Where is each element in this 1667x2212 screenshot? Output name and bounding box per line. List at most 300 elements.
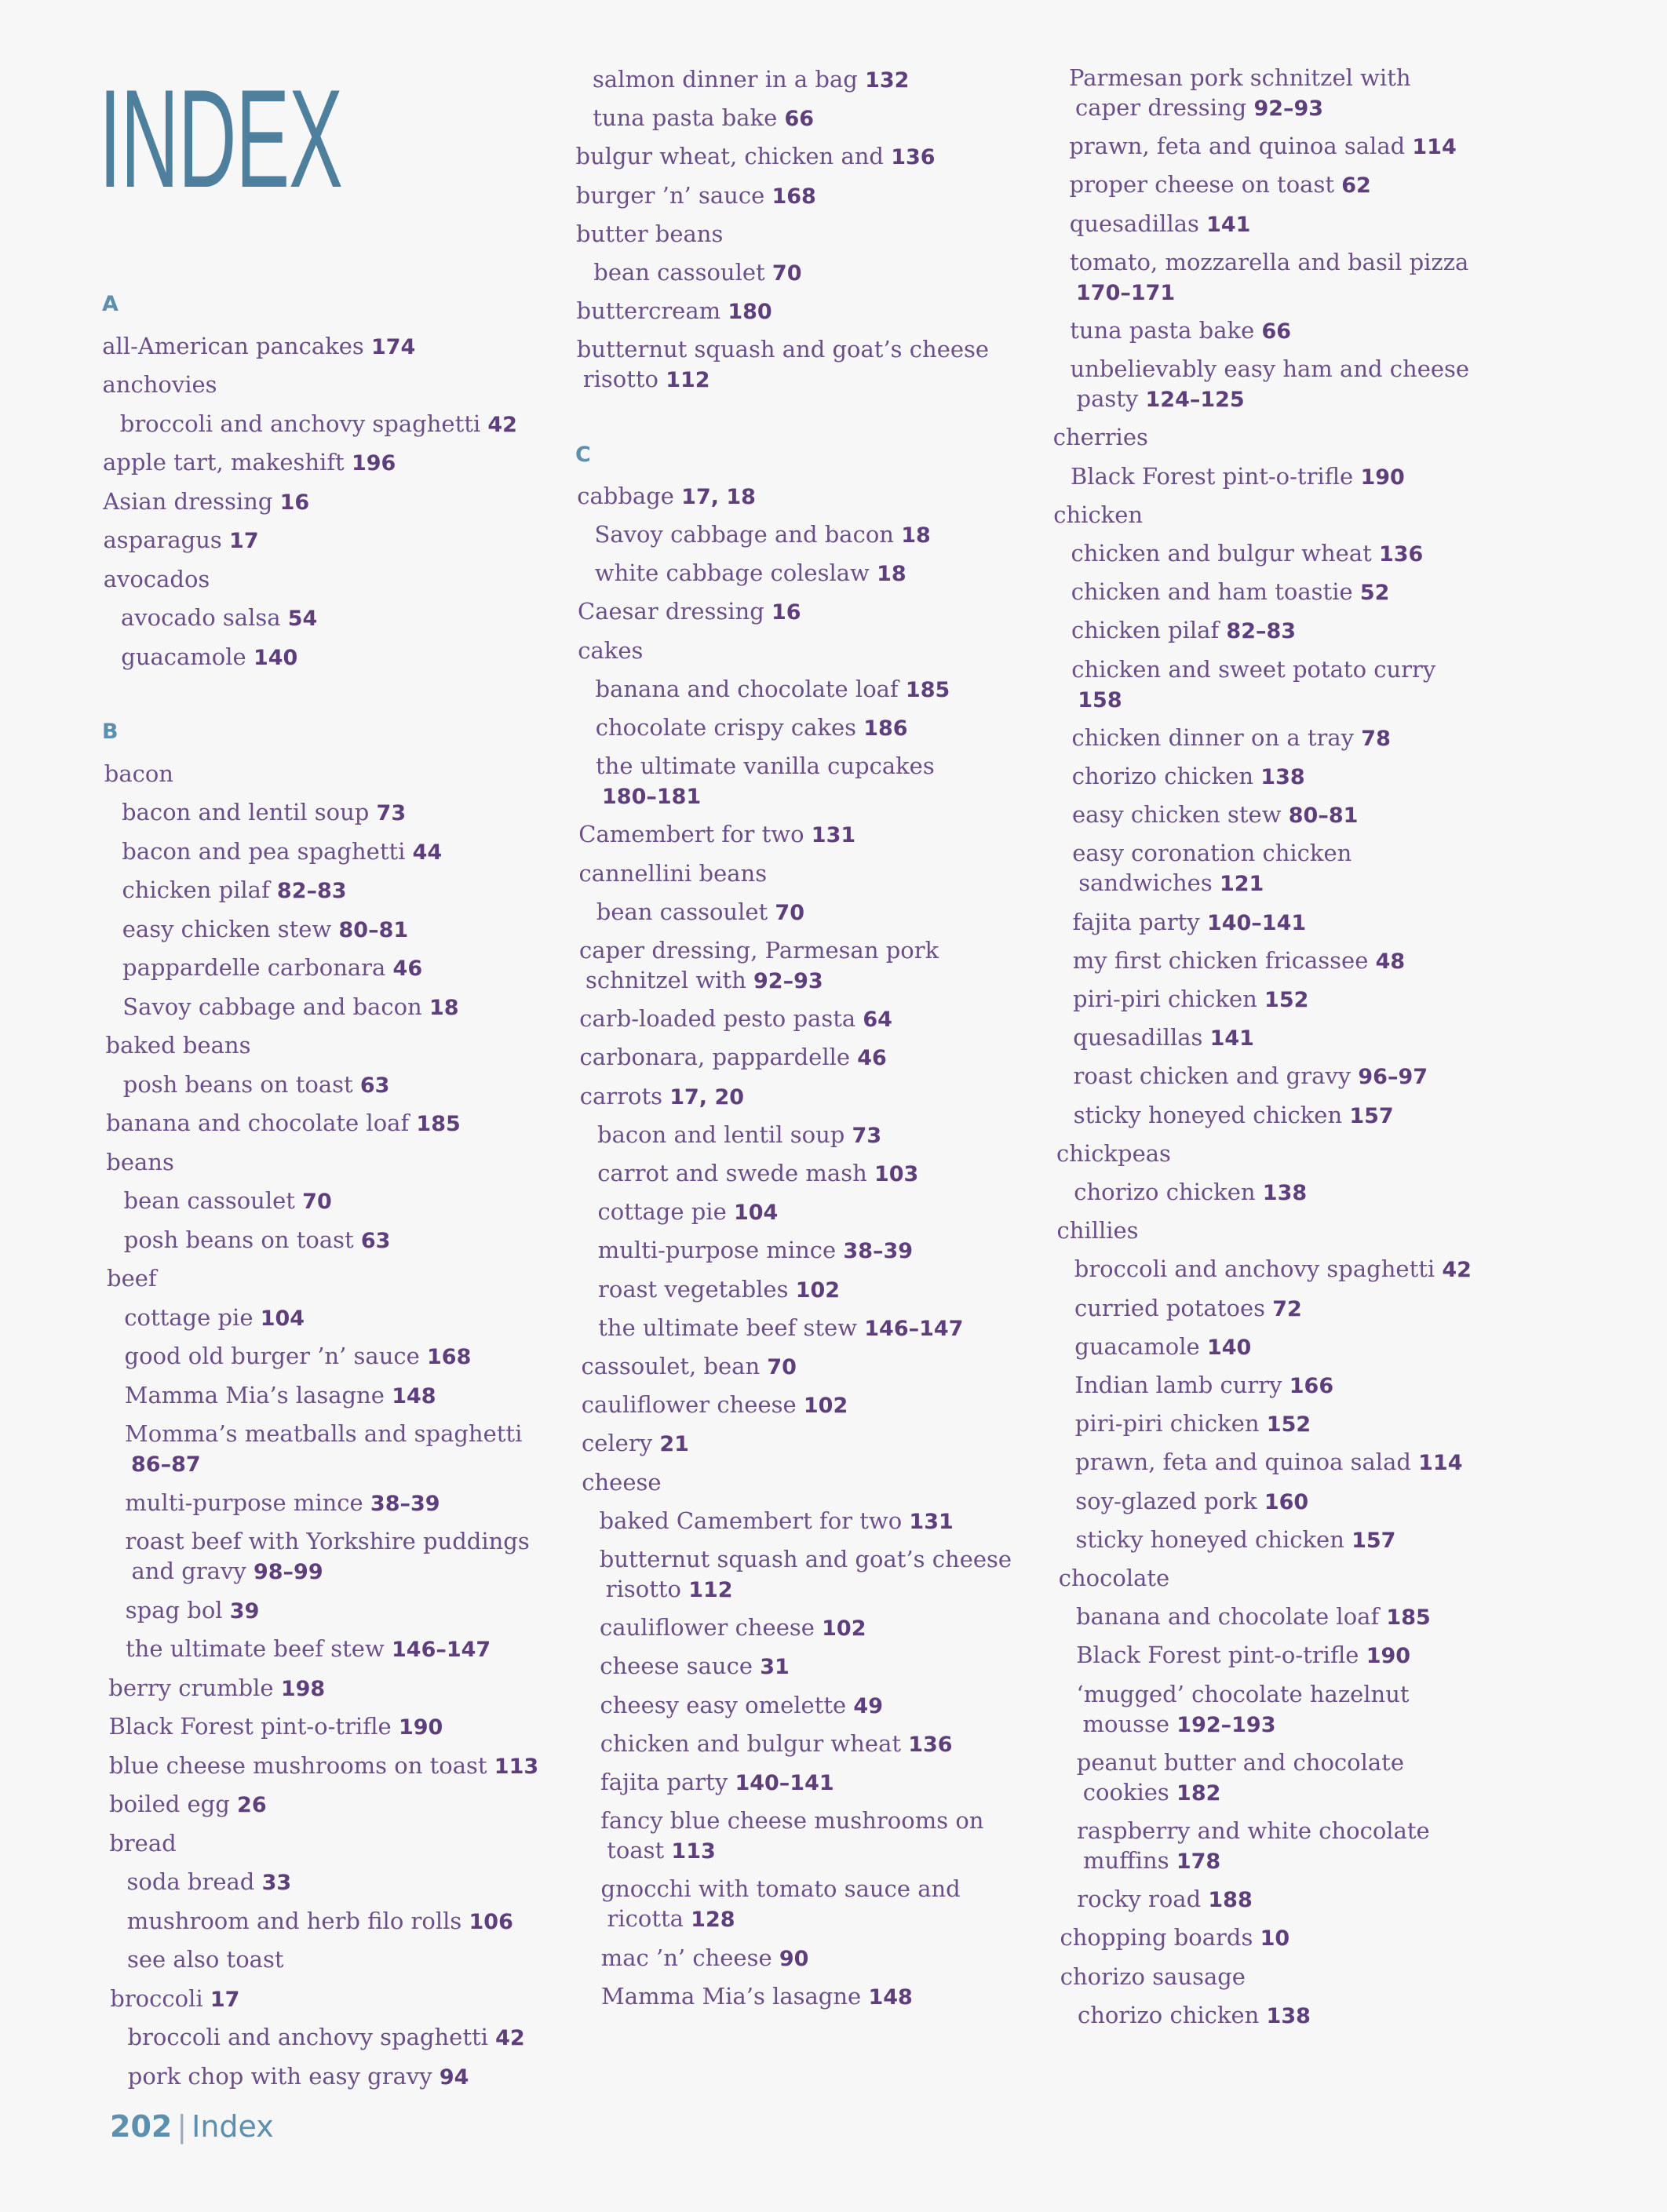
page-reference: 63	[359, 1073, 390, 1098]
entry-term: fajita party	[1072, 908, 1200, 935]
entry-term: tomato, mozzarella and basil pizza	[1070, 248, 1469, 275]
index-entry	[103, 370, 217, 399]
page-reference: 121	[1219, 872, 1264, 897]
index-subentry	[597, 1120, 881, 1151]
index-subentry	[121, 603, 317, 634]
entry-term: bacon and lentil soup	[597, 1121, 845, 1148]
index-subentry	[122, 914, 408, 946]
entry-term: chicken and sweet potato curry	[1071, 655, 1436, 683]
entry-term: butternut squash and goat’s cheese	[599, 1546, 1012, 1572]
page-reference: 82–83	[276, 879, 347, 903]
entry-term: salmon dinner in a bag	[593, 66, 858, 93]
page-reference: 62	[1341, 173, 1371, 199]
page-reference: 98–99	[253, 1560, 323, 1584]
entry-term: chorizo sausage	[1060, 1962, 1246, 1990]
entry-term-continued: cookies	[1082, 1778, 1169, 1806]
index-subentry	[600, 1544, 1012, 1605]
entry-term: good old burger ’n’ sauce	[124, 1343, 420, 1369]
entry-term: chicken and bulgur wheat	[1071, 540, 1372, 567]
entry-term: Camembert for two	[578, 821, 804, 848]
index-subentry	[128, 2061, 469, 2093]
index-subentry	[596, 751, 935, 812]
entry-continuation	[596, 781, 935, 812]
index-subentry	[125, 1488, 440, 1519]
page-reference: 78	[1361, 726, 1391, 751]
entry-term: piri-piri chicken	[1074, 1410, 1260, 1438]
entry-continuation	[1070, 277, 1468, 308]
entry-term: roast vegetables	[598, 1275, 789, 1303]
index-subentry	[124, 1225, 391, 1256]
index-subentry	[1072, 723, 1391, 754]
page-reference: 192–193	[1176, 1712, 1276, 1737]
entry-term: tuna pasta bake	[593, 104, 778, 132]
entry-term: caper dressing, Parmesan pork	[579, 937, 939, 964]
index-subentry	[1076, 1602, 1431, 1633]
page-reference: 190	[1366, 1644, 1411, 1669]
index-subentry	[121, 642, 297, 673]
entry-term: beans	[106, 1148, 174, 1175]
index-entry	[582, 1428, 689, 1459]
entry-term: cheesy easy omelette	[600, 1691, 847, 1718]
index-subentry	[595, 558, 906, 589]
entry-continuation	[577, 364, 989, 395]
index-entry	[104, 564, 210, 594]
index-entry	[102, 331, 415, 363]
page-reference: 18	[877, 562, 906, 587]
page-reference: 131	[909, 1509, 954, 1534]
entry-term: piri-piri chicken	[1073, 986, 1257, 1012]
entry-term: chickpeas	[1056, 1139, 1171, 1167]
page-reference: 10	[1260, 1926, 1290, 1951]
entry-term: raspberry and white chocolate	[1077, 1817, 1430, 1844]
page-reference: 157	[1351, 1528, 1396, 1553]
page-reference: 136	[908, 1732, 953, 1757]
entry-term: chillies	[1056, 1217, 1139, 1244]
index-subentry	[122, 797, 406, 829]
page-reference: 102	[803, 1394, 848, 1419]
page-reference: 80–81	[1288, 804, 1359, 829]
page-reference: 63	[360, 1228, 391, 1253]
index-entry	[109, 1751, 538, 1782]
entry-term: roast beef with Yorkshire puddings	[125, 1528, 530, 1554]
footer-section: Index	[192, 2109, 274, 2144]
entry-term: cottage pie	[597, 1198, 727, 1226]
page-reference: 140	[253, 645, 298, 670]
entry-continuation	[1077, 1777, 1404, 1809]
page-reference: 168	[427, 1345, 472, 1369]
index-subentry	[1071, 577, 1390, 608]
index-subentry	[1072, 800, 1358, 831]
entry-term: peanut butter and chocolate	[1076, 1748, 1404, 1776]
index-subentry	[600, 1613, 866, 1644]
entry-term: bean cassoulet	[596, 898, 768, 925]
page-footer	[110, 2109, 274, 2144]
entry-term: mac ’n’ cheese	[600, 1944, 772, 1971]
index-subentry	[120, 409, 517, 440]
page-reference: 17	[210, 1987, 240, 2012]
index-subentry	[1070, 247, 1468, 308]
index-entry	[1056, 1139, 1171, 1168]
entry-term: prawn, feta and quinoa salad	[1075, 1449, 1411, 1476]
page-reference: 39	[229, 1598, 260, 1623]
entry-term: chicken and bulgur wheat	[600, 1729, 902, 1757]
index-entry	[579, 858, 768, 888]
page-reference: 148	[868, 1984, 913, 2010]
page-reference: 113	[671, 1839, 716, 1864]
index-entry	[110, 1984, 239, 2015]
entry-term: easy coronation chicken	[1072, 840, 1352, 867]
page-reference: 188	[1208, 1888, 1253, 1913]
page-reference: 70	[302, 1190, 332, 1214]
page-reference: 16	[279, 490, 310, 515]
page-reference: 185	[1386, 1605, 1431, 1631]
entry-term: baked beans	[105, 1032, 251, 1059]
entry-term-continued: risotto	[582, 366, 658, 393]
entry-term: spag bol	[125, 1596, 223, 1623]
index-entry	[582, 1390, 848, 1421]
index-subentry	[1071, 538, 1424, 570]
page-reference: 82–83	[1226, 619, 1297, 644]
entry-term: cottage pie	[124, 1303, 254, 1331]
entry-term: pappardelle carbonara	[122, 954, 386, 981]
index-entry	[109, 1828, 176, 1858]
entry-term: the ultimate beef stew	[598, 1314, 858, 1341]
index-subentry	[1077, 1816, 1430, 1877]
index-entry	[106, 1108, 461, 1139]
page-reference: 18	[901, 523, 931, 548]
page-reference: 146–147	[864, 1316, 964, 1341]
entry-term: boiled egg	[109, 1791, 230, 1817]
index-entry	[578, 596, 801, 628]
page-reference: 103	[874, 1162, 919, 1186]
index-subentry	[1073, 907, 1307, 938]
index-subentry	[127, 1944, 284, 1974]
page-reference: 168	[771, 184, 816, 209]
page-reference: 17	[229, 529, 259, 553]
entry-term: apple tart, makeshift	[103, 449, 345, 476]
index-subentry	[1069, 63, 1411, 124]
index-subentry	[127, 1906, 513, 1937]
entry-term: prawn, feta and quinoa salad	[1069, 133, 1406, 160]
entry-continuation	[1077, 1846, 1430, 1877]
entry-term: chocolate crispy cakes	[595, 714, 857, 741]
page-reference: 185	[905, 677, 950, 702]
page-reference: 190	[1360, 465, 1405, 490]
footer-separator: |	[177, 2109, 188, 2144]
entry-term: cauliflower cheese	[581, 1391, 797, 1419]
index-entry	[579, 935, 939, 997]
index-subentry	[1075, 1408, 1311, 1440]
entry-continuation	[1071, 684, 1435, 716]
page-reference: 72	[1272, 1296, 1302, 1321]
index-entry	[576, 219, 723, 249]
page-reference: 113	[494, 1754, 539, 1779]
index-subentry	[593, 257, 801, 289]
entry-term: cabbage	[577, 482, 674, 509]
page-reference: 18	[429, 995, 459, 1020]
index-subentry	[1074, 1254, 1472, 1285]
section-letter: B	[102, 720, 119, 744]
entry-term: Asian dressing	[103, 487, 273, 515]
page-reference: 157	[1349, 1103, 1394, 1128]
entry-term: easy chicken stew	[122, 915, 332, 942]
index-subentry	[601, 1943, 809, 1974]
entry-term: tuna pasta bake	[1070, 317, 1255, 344]
index-subentry	[596, 897, 804, 928]
entry-term: broccoli and anchovy spaghetti	[119, 410, 481, 437]
index-subentry	[598, 1313, 963, 1344]
entry-term: Caesar dressing	[578, 598, 764, 625]
index-subentry	[1074, 1293, 1302, 1325]
index-subentry	[1071, 654, 1435, 716]
entry-term: bread	[109, 1829, 177, 1857]
page-reference: 73	[852, 1123, 882, 1148]
entry-term: sticky honeyed chicken	[1073, 1101, 1343, 1128]
entry-term: cheese sauce	[600, 1653, 753, 1680]
entry-term: asparagus	[103, 527, 222, 553]
page-reference: 180–181	[602, 785, 702, 810]
entry-term: unbelievably easy ham and cheese	[1070, 355, 1470, 383]
entry-term: bacon and pea spaghetti	[122, 837, 406, 865]
entry-term: see also toast	[127, 1946, 284, 1973]
page-reference: 90	[779, 1946, 809, 1971]
section-letter: C	[575, 442, 591, 467]
entry-term: chicken	[1053, 501, 1144, 528]
index-subentry	[1074, 1061, 1428, 1092]
index-entry	[106, 1147, 174, 1177]
index-subentry	[596, 712, 908, 744]
index-subentry	[600, 1506, 954, 1537]
entry-term: easy chicken stew	[1072, 801, 1282, 829]
index-entry	[578, 636, 643, 665]
index-subentry	[1075, 1370, 1334, 1401]
page-reference: 104	[733, 1201, 779, 1226]
page-reference: 136	[1378, 542, 1424, 567]
page-reference: 26	[237, 1793, 267, 1817]
page-reference: 141	[1209, 1026, 1254, 1051]
index-subentry	[1070, 315, 1291, 347]
entry-term: banana and chocolate loaf	[1076, 1603, 1380, 1631]
index-subentry	[1072, 838, 1351, 899]
index-subentry	[125, 1380, 436, 1412]
index-subentry	[1070, 209, 1251, 240]
index-entry	[579, 1004, 892, 1035]
index-subentry	[1076, 1525, 1396, 1556]
page-reference: 140	[1206, 1335, 1252, 1360]
entry-term-continued: pasty	[1076, 385, 1139, 413]
page-reference: 152	[1264, 988, 1309, 1012]
page-reference: 42	[495, 2026, 525, 2050]
index-subentry	[124, 1303, 305, 1334]
index-entry	[1059, 1563, 1169, 1593]
entry-term: broccoli and anchovy spaghetti	[127, 2024, 488, 2050]
index-subentry	[593, 103, 814, 134]
entry-term: celery	[582, 1430, 653, 1457]
entry-term: burger ’n’ sauce	[575, 181, 765, 209]
index-subentry	[1072, 761, 1305, 793]
page-reference: 66	[784, 107, 815, 132]
entry-term: Savoy cabbage and bacon	[594, 521, 894, 548]
entry-term: all-American pancakes	[102, 332, 364, 359]
entry-term-continued: ricotta	[607, 1905, 684, 1933]
entry-term: chorizo chicken	[1078, 2001, 1260, 2028]
page-reference: 138	[1266, 2003, 1311, 2028]
page-reference: 73	[376, 801, 407, 825]
entry-term: posh beans on toast	[122, 1070, 353, 1098]
entry-term: cassoulet, bean	[581, 1353, 761, 1379]
entry-term-continued: and gravy	[131, 1558, 246, 1584]
index-subentry	[126, 1595, 260, 1627]
page-reference: 54	[287, 607, 318, 631]
index-subentry	[600, 1651, 790, 1682]
index-entry	[1053, 422, 1148, 452]
index-subentry	[126, 1634, 491, 1665]
entry-term: the ultimate vanilla cupcakes	[596, 753, 935, 780]
entry-continuation	[1077, 1709, 1410, 1740]
entry-term: beef	[107, 1265, 157, 1292]
page-reference: 185	[416, 1112, 461, 1136]
index-subentry	[126, 1526, 530, 1587]
index-subentry	[597, 1158, 918, 1190]
index-subentry	[1076, 1640, 1410, 1671]
entry-term: guacamole	[1074, 1332, 1200, 1360]
entry-term: proper cheese on toast	[1069, 171, 1334, 199]
entry-term: chicken pilaf	[1071, 617, 1220, 644]
page-reference: 186	[863, 716, 908, 741]
entry-term: cauliflower cheese	[600, 1614, 815, 1642]
page-reference: 182	[1176, 1780, 1221, 1806]
index-subentry	[1073, 946, 1405, 977]
entry-term: gnocchi with tomato sauce and	[600, 1875, 961, 1903]
page-reference: 132	[865, 68, 910, 93]
entry-continuation	[579, 965, 939, 997]
page-reference: 174	[370, 334, 416, 359]
entry-term: rocky road	[1077, 1886, 1202, 1913]
index-entry	[576, 180, 816, 212]
page-number: 202	[110, 2109, 173, 2144]
page-reference: 92–93	[1253, 97, 1324, 121]
index-subentry	[1071, 615, 1296, 647]
entry-term: cherries	[1052, 424, 1148, 451]
entry-term: guacamole	[121, 643, 246, 670]
index-subentry	[1075, 1486, 1308, 1518]
index-subentry	[1073, 1022, 1254, 1054]
entry-term: chorizo chicken	[1071, 763, 1254, 789]
page-reference: 136	[891, 145, 936, 170]
page-reference: 152	[1266, 1412, 1311, 1438]
entry-term: chopping boards	[1060, 1924, 1253, 1951]
index-subentry	[598, 1235, 913, 1266]
page-reference: 46	[392, 957, 423, 981]
index-entry	[577, 481, 756, 512]
entry-term: berry crumble	[108, 1674, 274, 1701]
entry-term: Savoy cabbage and bacon	[122, 993, 422, 1020]
entry-term: carbonara, pappardelle	[579, 1044, 851, 1071]
index-subentry	[595, 519, 931, 551]
page-reference: 92–93	[753, 969, 823, 993]
entry-term: Momma’s meatballs and spaghetti	[125, 1420, 523, 1447]
page-reference: 42	[1442, 1258, 1472, 1283]
entry-term: avocados	[103, 565, 210, 592]
entry-term: cannellini beans	[578, 859, 768, 887]
entry-term: chocolate	[1058, 1565, 1170, 1591]
index-subentry	[600, 1729, 953, 1760]
entry-term: mushroom and herb filo rolls	[126, 1907, 462, 1934]
index-entry	[577, 334, 989, 395]
index-subentry	[1071, 461, 1405, 493]
index-subentry	[1071, 354, 1470, 415]
index-entry	[580, 1042, 887, 1073]
entry-term: multi-purpose mince	[597, 1237, 837, 1264]
entry-term-continued: schnitzel with	[585, 967, 746, 993]
index-entry	[1057, 1215, 1139, 1245]
index-subentry	[122, 953, 422, 984]
entry-term: bean cassoulet	[123, 1187, 295, 1214]
index-subentry	[128, 2022, 525, 2053]
entry-term: avocado salsa	[121, 604, 281, 631]
index-subentry	[1069, 131, 1457, 162]
entry-term: the ultimate beef stew	[126, 1635, 385, 1662]
entry-continuation	[1069, 93, 1411, 124]
page-reference: 52	[1359, 581, 1390, 606]
index-subentry	[601, 1874, 961, 1935]
entry-continuation	[125, 1449, 522, 1480]
index-subentry	[600, 1690, 884, 1722]
page-reference: 114	[1412, 135, 1457, 160]
page-reference: 42	[487, 412, 517, 437]
entry-term: multi-purpose mince	[125, 1489, 363, 1516]
page-reference: 102	[795, 1277, 841, 1303]
entry-term: banana and chocolate loaf	[595, 675, 899, 702]
index-entry	[582, 1351, 797, 1383]
index-subentry	[122, 836, 442, 868]
entry-term: Indian lamb curry	[1074, 1372, 1282, 1398]
index-subentry	[1070, 169, 1371, 201]
index-entry	[104, 525, 259, 556]
entry-term: butternut squash and goat’s cheese	[576, 336, 990, 363]
entry-term: carrot and swede mash	[597, 1160, 867, 1186]
index-entry	[104, 759, 173, 789]
index-entry	[582, 1467, 661, 1497]
index-subentry	[601, 1981, 913, 2013]
index-subentry	[593, 64, 909, 96]
entry-term-continued: mousse	[1082, 1710, 1170, 1737]
entry-term: Black Forest pint-o-trifle	[108, 1713, 392, 1740]
page-reference: 112	[688, 1578, 733, 1602]
index-subentry	[600, 1806, 983, 1867]
page-reference: 196	[351, 451, 396, 476]
page-reference: 21	[659, 1432, 689, 1457]
entry-term: bacon	[104, 760, 173, 787]
index-subentry	[122, 992, 458, 1023]
entry-term: broccoli	[110, 1984, 203, 2012]
entry-term: quesadillas	[1073, 1024, 1203, 1051]
entry-term: anchovies	[102, 371, 217, 398]
index-subentry	[1077, 1679, 1410, 1740]
index-subentry	[1077, 1747, 1404, 1809]
page-reference: 131	[811, 823, 856, 848]
entry-term: cheese	[582, 1468, 662, 1496]
index-subentry	[1073, 984, 1308, 1015]
page-reference: 49	[853, 1693, 883, 1718]
page-reference: 198	[280, 1676, 326, 1701]
page-reference: 112	[666, 368, 710, 393]
entry-term: baked Camembert for two	[599, 1507, 903, 1534]
page-reference: 38–39	[370, 1491, 440, 1516]
index-entry	[577, 296, 772, 327]
page-reference: 104	[260, 1306, 305, 1331]
entry-continuation	[600, 1835, 983, 1867]
